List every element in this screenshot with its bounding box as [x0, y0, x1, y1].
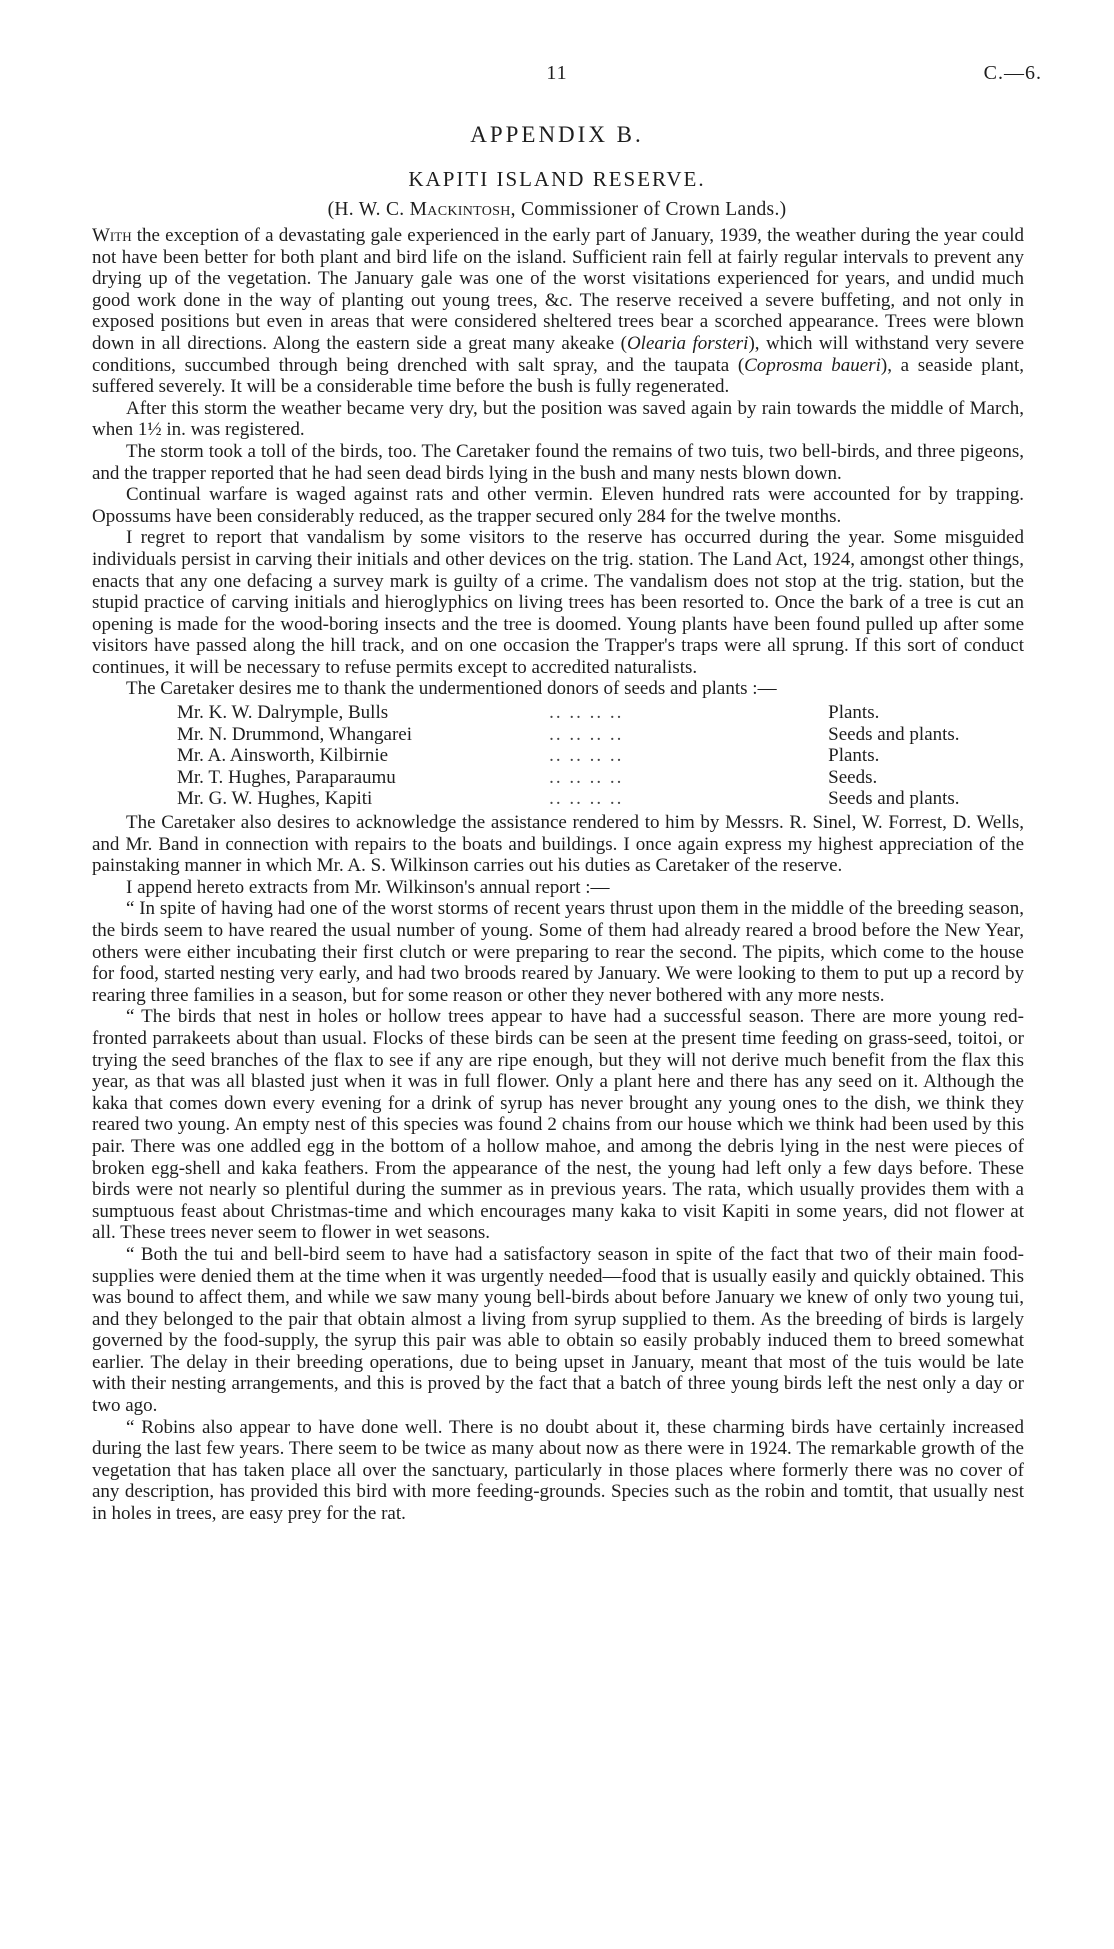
report-body	[92, 225, 1024, 1525]
paragraph-hole-nesters: “ The birds that nest in holes or hollow trees appear to have had a successful season. There are more young red-fronted parrakeets about than usual. Flocks of these birds can be seen at the present time feeding on grass-seed, toitoi, or trying the seed branches of the flax to see if any are ripe enough, but they will not derive much benefit from the flax this year, as that was all blasted just when it was in full flower. Only a plant here and there has any seed on it. Although the kaka that comes down every evening for a drink of syrup has never brought any young ones to the dish, we think they reared two young. An empty nest of this species was found 2 chains from our house which we think had been used by this pair. There was one addled egg in the bottom of a hollow mahoe, and among the debris lying in the nest were pieces of broken egg-shell and kaka feathers. From the appearance of the nest, the young had left only a few days before. These birds were not nearly so plentiful during the summer as in previous years. The rata, which usually provides them with a sumptuous feast about Christmas-time and which encourages many kaka to visit Kapiti in some years, did not flower at all. These trees never seem to flower in wet seasons.	[92, 1006, 1024, 1244]
paragraph-text: the exception of a devastating gale experienced in the early part of January, 1939, the weather during the year could not have been better for both plant and bird life on the island. Sufficient rain fell at fairly regular intervals to prevent any drying up of the vegetation. The January gale was one of the worst visitations experienced for years, and undid much good work done in the way of planting out young trees, &c. The reserve received a severe buffeting, and not only in exposed positions but even in areas that were considered sheltered trees bear a scorched appearance. Trees were blown down in all directions. Along the eastern side a great many akeake (	[92, 225, 1024, 354]
leader-dots: .. .. .. ..	[549, 788, 624, 810]
paragraph-lead-word: With	[92, 225, 132, 246]
donor-list	[92, 702, 1024, 810]
paragraph-text: After this storm the weather became very dry, but the position was saved again by rain towards the middle of March, when 1	[92, 397, 1024, 441]
paragraph-report-intro: I append hereto extracts from Mr. Wilkinson's annual report :—	[126, 876, 610, 898]
paragraph-donors-intro: The Caretaker desires me to thank the undermentioned donors of seeds and plants :—	[126, 678, 777, 700]
species-name: Olearia forsteri	[626, 332, 749, 354]
leader-dots: .. .. .. ..	[549, 723, 624, 745]
donation-type: Plants.	[828, 745, 880, 767]
paragraph-text: in. was registered.	[161, 419, 305, 441]
author-line	[0, 199, 1114, 221]
leader-dots: .. .. .. ..	[549, 745, 624, 767]
donor-name: Mr. G. W. Hughes, Kapiti	[177, 788, 373, 810]
paragraph-robins: “ Robins also appear to have done well. There is no doubt about it, these charming birds have certainly increased during the last few years. There seem to be twice as many about now as there were in 1924. The remarkable growth of the vegetation that has taken place all over the sanctuary, particularly in those places where formerly there was no cover of any description, has provided this bird with more feeding-grounds. Species such as the robin and tomtit, that usually nest in holes in trees, are easy prey for the rat.	[92, 1416, 1024, 1525]
author-name: H. W. C. Mackintosh	[334, 199, 511, 220]
fraction: ½	[147, 419, 162, 441]
page-number: 11	[546, 62, 568, 84]
donor-name: Mr. N. Drummond, Whangarei	[177, 723, 412, 745]
paragraph-acknowledgement: The Caretaker also desires to acknowledge the assistance rendered to him by Messrs. R. Sinel, W. Forrest, D. Wells, and Mr. Band in connection with repairs to the boats and buildings. I once again express my highest appreciation of the painstaking manner in which Mr. A. S. Wilkinson carries out his duties as Caretaker of the reserve.	[92, 812, 1024, 877]
paragraph-vandalism: I regret to report that vandalism by some visitors to the reserve has occurred during the year. Some misguided individuals persist in carving their initials and other devices on the trig. station. The Land Act, 1924, amongst other things, enacts that any one defacing a survey mark is guilty of a crime. The vandalism does not stop at the trig. station, but the stupid practice of carving initials and hieroglyphics on living trees has been resorted to. Once the bark of a tree is cut an opening is made for the wood-boring insects and the tree is doomed. Young plants have been found pulled up after some visitors have passed along the hill track, and on one occasion the Trapper's traps were all sprung. If this sort of conduct continues, it will be necessary to refuse permits except to accredited naturalists.	[92, 527, 1024, 678]
appendix-title: APPENDIX B.	[470, 122, 644, 147]
donor-name: Mr. K. W. Dalrymple, Bulls	[177, 702, 389, 724]
paragraph-tui-bellbird: “ Both the tui and bell-bird seem to have had a satisfactory season in spite of the fact that two of their main food-supplies were denied them at the time when it was urgently needed—food that is usually easily and quickly obtained. This was bound to affect them, and while we saw many young bell-birds about before January we knew of only two young tui, and they belonged to the pair that obtain almost a living from syrup supplied to them. As the breeding of birds is largely governed by the food-supply, the syrup this pair was able to obtain so easily probably induced them to breed somewhat earlier. The delay in their breeding operations, due to being upset in January, meant that most of the tuis would be late with their nesting arrangements, and this is proved by the fact that a batch of three young birds left the nest only a day or two ago.	[92, 1243, 1024, 1417]
paragraph-breeding-season: “ In spite of having had one of the worst storms of recent years thrust upon them in the middle of the breeding season, the birds seem to have reared the usual number of young. Some of them had already reared a brood before the New Year, others were either incubating their first clutch or were preparing to rear the second. The pipits, which come to the house for food, started nesting very early, and had two broods reared by January. We were looking to them to put up a record by rearing three families in a season, but for some reason or other they never bothered with any more nests.	[92, 898, 1024, 1006]
paragraph-bird-toll: The storm took a toll of the birds, too. The Caretaker found the remains of two tuis, two bell-birds, and three pigeons, and the trapper reported that he had seen dead birds lying in the bush and many nests blown down.	[92, 440, 1024, 484]
reserve-title: KAPITI ISLAND RESERVE.	[408, 167, 706, 191]
donor-row	[92, 702, 1024, 724]
donor-name: Mr. A. Ainsworth, Kilbirnie	[177, 745, 389, 767]
document-reference-code: C.—6.	[983, 62, 1042, 84]
leader-dots: .. .. .. ..	[549, 702, 624, 724]
donation-type: Seeds and plants.	[828, 723, 960, 745]
paragraph-gale	[92, 225, 1024, 398]
donor-name: Mr. T. Hughes, Paraparaumu	[177, 766, 396, 788]
author-open-paren: (	[327, 199, 335, 220]
donor-row	[92, 788, 1024, 810]
paragraph-dry-weather	[92, 398, 1024, 441]
donation-type: Plants.	[828, 702, 880, 724]
donor-row	[92, 745, 1024, 767]
paragraph-vermin: Continual warfare is waged against rats and other vermin. Eleven hundred rats were accounted for by trapping. Opossums have been considerably reduced, as the trapper secured only 284 for the twelve months.	[92, 484, 1024, 527]
paragraph-text: ), which will withstand very severe conditions, succumbed through being drenched with salt spray, and the taupata (	[92, 332, 1025, 376]
author-role: , Commissioner of Crown Lands.)	[510, 199, 787, 220]
donation-type: Seeds.	[828, 766, 878, 788]
paragraph-text: ), a seaside plant, suffered severely. It will be a considerable time before the bush is fully regenerated.	[92, 354, 1024, 398]
species-name: Coprosma baueri	[744, 354, 881, 376]
donation-type: Seeds and plants.	[828, 788, 960, 810]
donor-row	[92, 724, 1024, 746]
donor-row	[92, 767, 1024, 789]
leader-dots: .. .. .. ..	[549, 766, 624, 788]
